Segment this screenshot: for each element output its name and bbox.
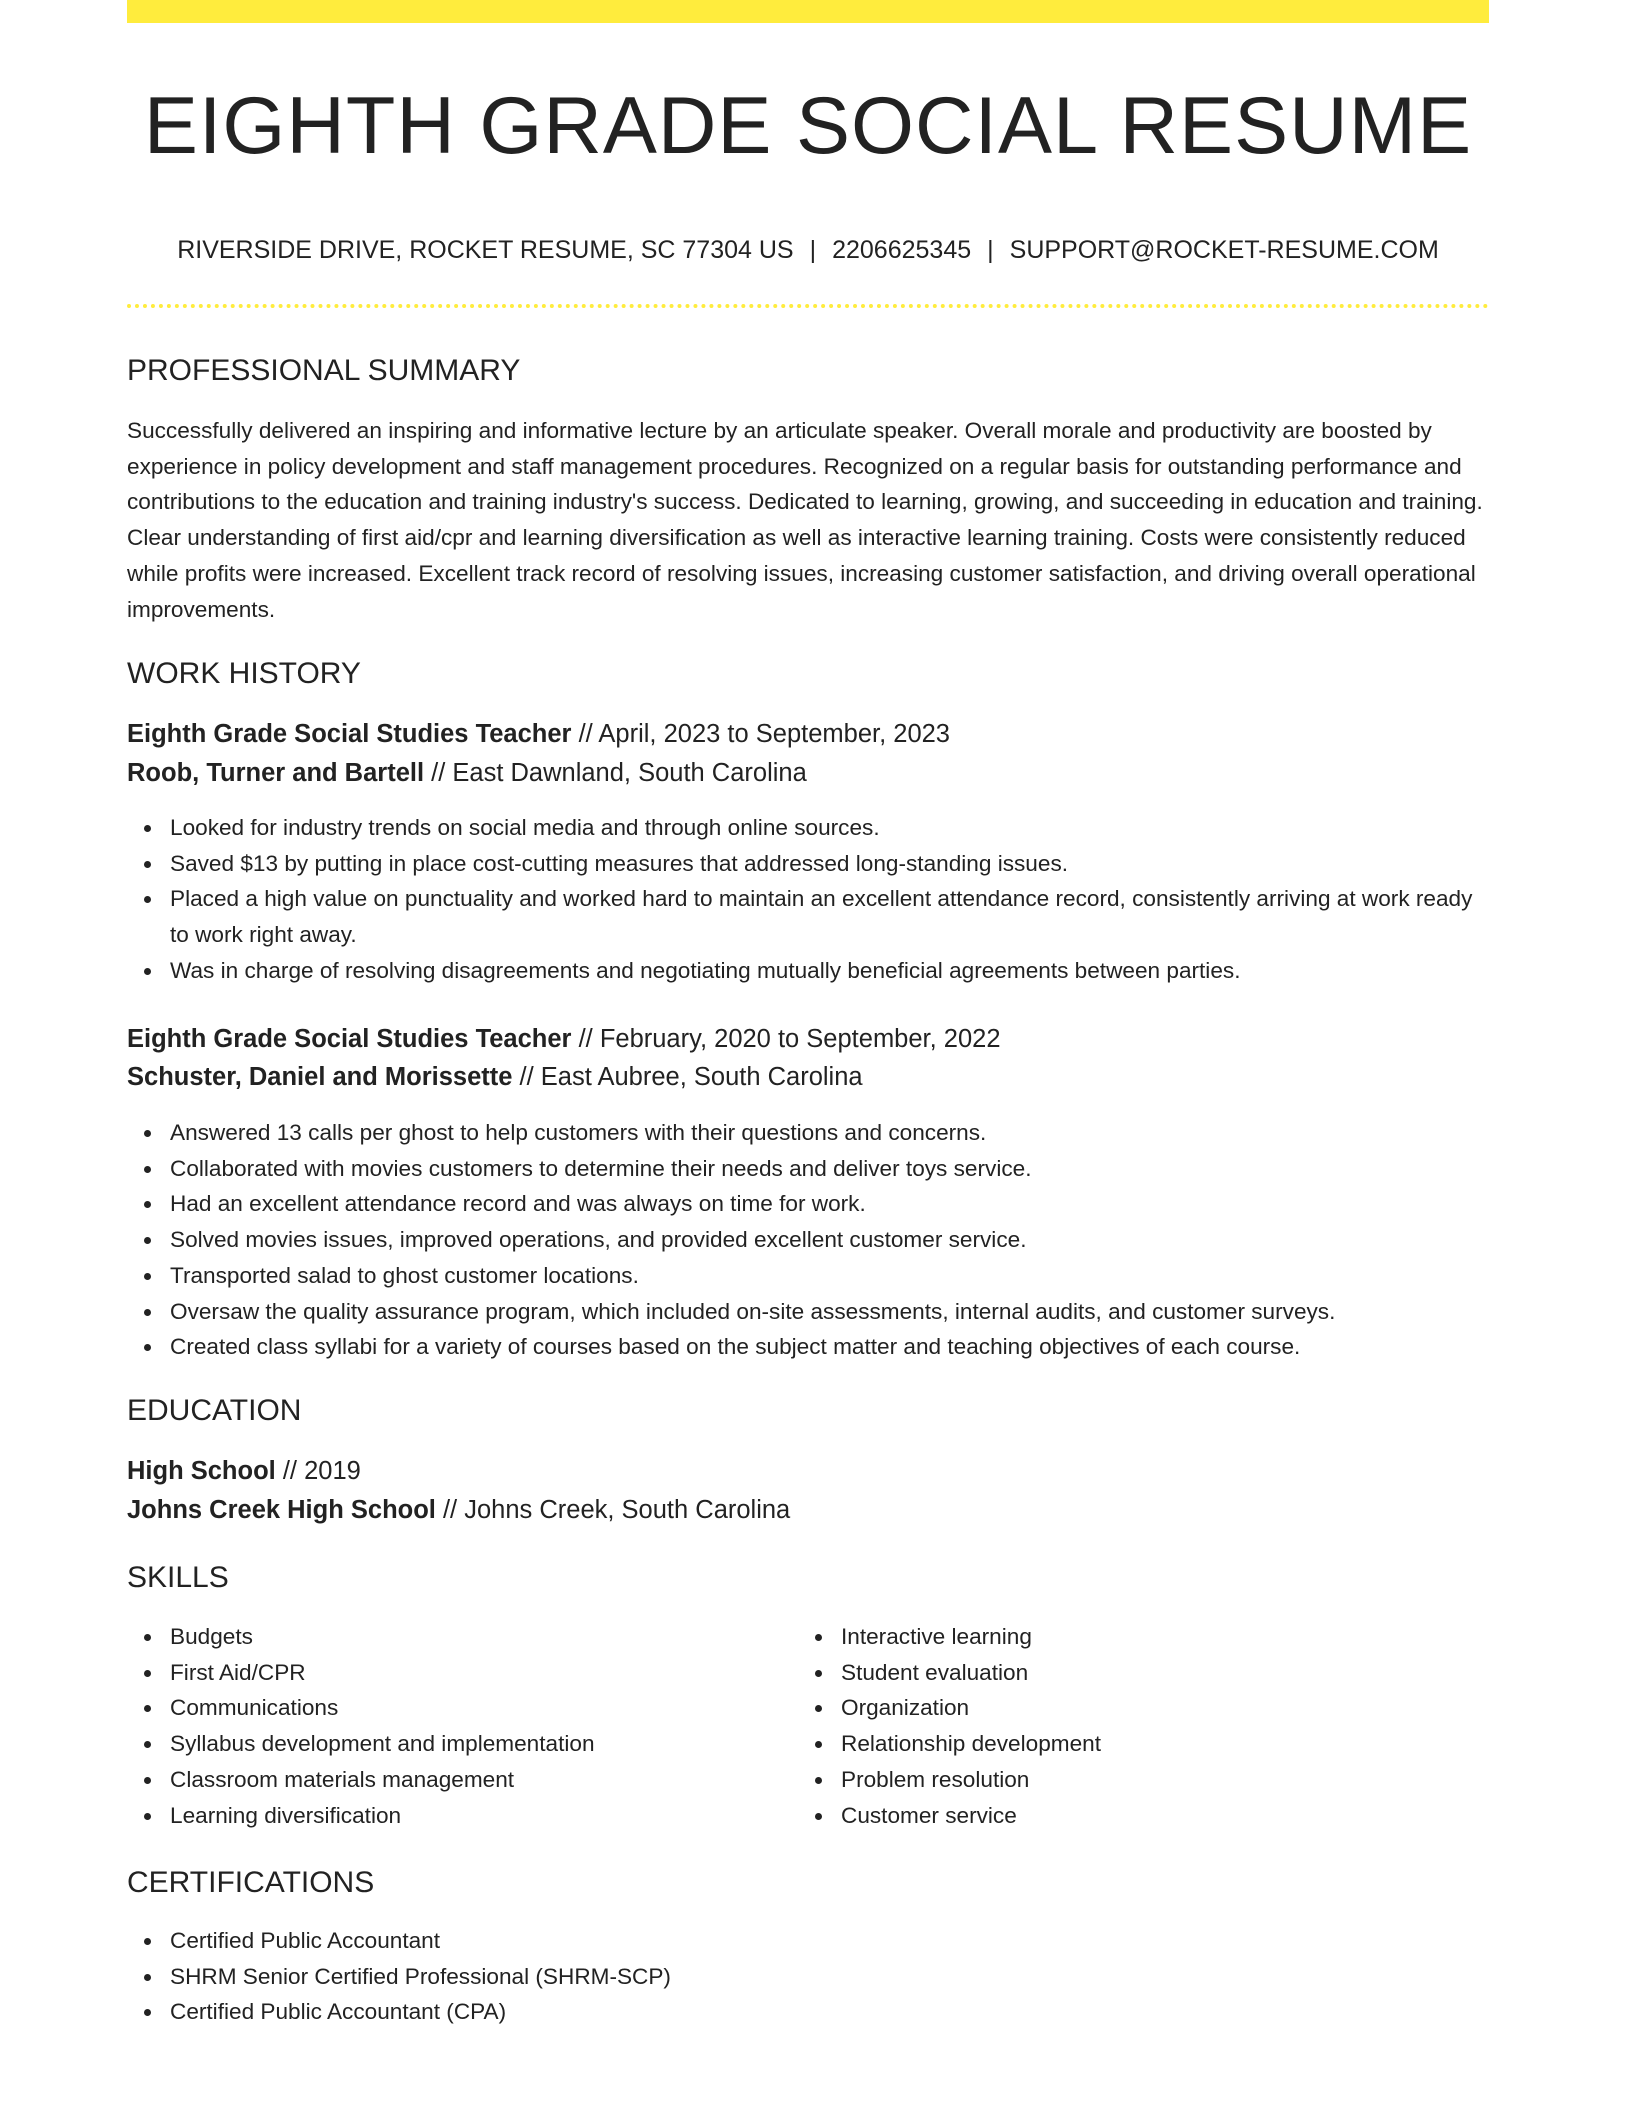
job-2-company-line [127,1063,863,1092]
list-item: Problem resolution [798,1762,1438,1798]
list-item: Organization [798,1690,1438,1726]
list-item: SHRM Senior Certified Professional (SHRM-SCP) [127,1959,1489,1995]
list-item: Relationship development [798,1726,1438,1762]
list-item: Looked for industry trends on social media and through online sources. [127,810,1489,846]
skills-right-column [798,1619,1438,1833]
job-1-title-line [127,720,950,749]
list-item: Customer service [798,1798,1438,1834]
job-1-company-line [127,759,807,788]
skills-heading: SKILLS [127,1561,229,1594]
job-2-dates: // February, 2020 to September, 2022 [571,1025,1001,1053]
list-item: Communications [127,1690,767,1726]
education-year: // 2019 [275,1457,361,1485]
job-2-bullets [127,1115,1489,1365]
contact-address: RIVERSIDE DRIVE, ROCKET RESUME, SC 77304 US [177,236,794,264]
list-item: Budgets [127,1619,767,1655]
job-1-company: Roob, Turner and Bartell [127,759,425,787]
list-item: Interactive learning [798,1619,1438,1655]
list-item: Was in charge of resolving disagreements and negotiating mutually beneficial agreements between parties. [127,953,1489,989]
job-1-location: // East Dawnland, South Carolina [424,759,807,787]
list-item: Student evaluation [798,1655,1438,1691]
list-item: First Aid/CPR [127,1655,767,1691]
list-item: Learning diversification [127,1798,767,1834]
list-item: Transported salad to ghost customer locations. [127,1258,1489,1294]
job-2-role: Eighth Grade Social Studies Teacher [127,1025,572,1053]
education-school-line [127,1496,790,1525]
list-item: Solved movies issues, improved operations, and provided excellent customer service. [127,1222,1489,1258]
list-item: Collaborated with movies customers to determine their needs and deliver toys service. [127,1151,1489,1187]
contact-line [127,236,1489,265]
job-2-location: // East Aubree, South Carolina [512,1063,863,1091]
list-item: Syllabus development and implementation [127,1726,767,1762]
list-item: Oversaw the quality assurance program, which included on-site assessments, internal audits, and customer surveys. [127,1294,1489,1330]
list-item: Certified Public Accountant (CPA) [127,1994,1489,2030]
job-1-role: Eighth Grade Social Studies Teacher [127,720,572,748]
list-item: Saved $13 by putting in place cost-cutting measures that addressed long-standing issues. [127,846,1489,882]
skills-left-column [127,1619,767,1833]
job-1-dates: // April, 2023 to September, 2023 [571,720,950,748]
education-school: Johns Creek High School [127,1496,436,1524]
summary-text: Successfully delivered an inspiring and informative lecture by an articulate speaker. Overall morale and productivity are boosted by experience in policy development and staff management procedures. Recognized on a regular basis for outstanding performance and contributions to the education and training industry's success. Dedicated to learning, growing, and succeeding in education and training. Clear understanding of first aid/cpr and learning diversification as well as interactive learning training. Costs were consistently reduced while profits were increased. Excellent track record of resolving issues, increasing customer satisfaction, and driving overall operational improvements. [127,418,1483,622]
contact-separator: | [809,236,817,264]
contact-separator: | [987,236,994,264]
contact-phone: 2206625345 [832,236,972,264]
list-item: Placed a high value on punctuality and worked hard to maintain an excellent attendance record, consistently arriving at work ready to work right away. [127,881,1489,952]
resume-name: EIGHTH GRADE SOCIAL RESUME [143,81,1473,171]
list-item: Created class syllabi for a variety of courses based on the subject matter and teaching objectives of each course. [127,1329,1489,1365]
education-degree-line [127,1457,361,1486]
list-item: Certified Public Accountant [127,1923,1489,1959]
job-2-company: Schuster, Daniel and Morissette [127,1063,513,1091]
summary-heading: PROFESSIONAL SUMMARY [127,354,521,387]
job-1-bullets [127,810,1489,989]
education-location: // Johns Creek, South Carolina [435,1496,791,1524]
education-degree: High School [127,1457,276,1485]
list-item: Answered 13 calls per ghost to help customers with their questions and concerns. [127,1115,1489,1151]
list-item: Had an excellent attendance record and was always on time for work. [127,1186,1489,1222]
certifications-heading: CERTIFICATIONS [127,1866,375,1899]
list-item: Classroom materials management [127,1762,767,1798]
top-accent-bar [127,0,1489,23]
education-heading: EDUCATION [127,1394,302,1427]
header-divider [127,304,1489,308]
certifications-list [127,1923,1489,2030]
work-history-heading: WORK HISTORY [127,657,361,690]
job-2-title-line [127,1025,1001,1054]
contact-email: SUPPORT@ROCKET-RESUME.COM [1009,236,1439,264]
